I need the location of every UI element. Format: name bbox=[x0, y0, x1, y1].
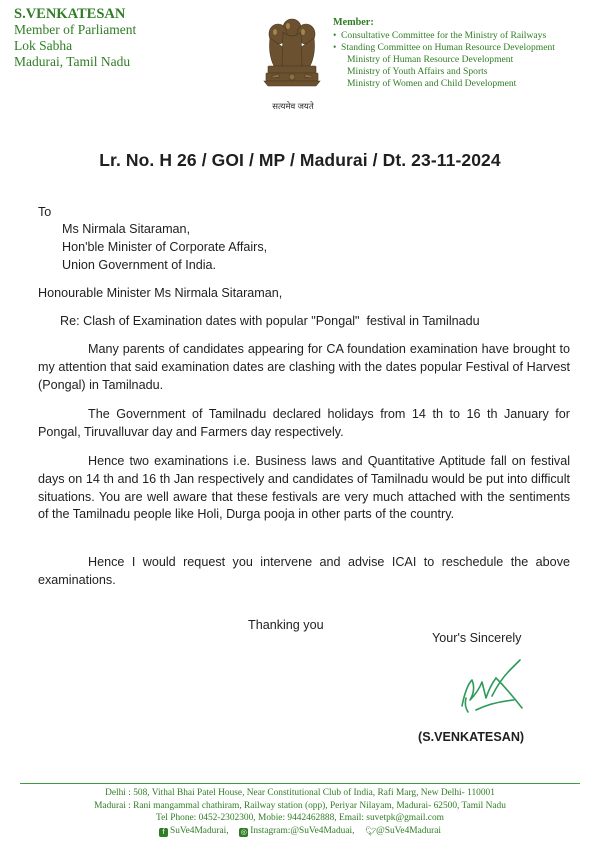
footer-contact: Tel Phone: 0452-2302300, Mobie: 9442462888, Email: suvetpk@gmail.com bbox=[156, 813, 444, 824]
recipient-address bbox=[62, 221, 267, 274]
footer bbox=[0, 787, 600, 837]
closing-sincerely: Your's Sincerely bbox=[432, 631, 522, 645]
emblem-motto: सत्यमेव जयते bbox=[272, 101, 314, 111]
sender-constituency: Madurai, Tamil Nadu bbox=[14, 54, 131, 69]
facebook-icon: f bbox=[159, 828, 168, 837]
twitter-handle: @SuVe4Madurai bbox=[376, 825, 442, 836]
footer-madurai-address: Madurai : Rani mangammal chathiram, Railway station (opp), Periyar Nilayam, Madurai- 62500, Tamil Nadu bbox=[94, 800, 506, 811]
bullet-icon: • bbox=[333, 42, 337, 53]
committee-label: Standing Committee on Human Resource Development bbox=[341, 42, 555, 53]
national-emblem bbox=[258, 14, 326, 104]
body-paragraph: The Government of Tamilnadu declared holidays from 14 th to 16 th January for Pongal, Tiruvalluvar day and Farmers day respectively. bbox=[38, 407, 570, 439]
signature-image bbox=[456, 656, 536, 718]
committee-label: Consultative Committee for the Ministry of Railways bbox=[341, 30, 547, 41]
recipient-line: Ms Nirmala Sitaraman, bbox=[62, 222, 191, 236]
committee-item bbox=[333, 30, 595, 42]
facebook-handle: SuVe4Madurai, bbox=[169, 825, 229, 836]
ministry-item: Ministry of Human Resource Development bbox=[347, 54, 514, 65]
sender-title: Member of Parliament bbox=[14, 22, 137, 37]
ministry-item: Ministry of Women and Child Development bbox=[347, 78, 517, 89]
body-paragraph: Hence I would request you intervene and advise ICAI to reschedule the above examinations. bbox=[38, 555, 570, 587]
subject-line: Re: Clash of Examination dates with popular "Pongal" festival in Tamilnadu bbox=[60, 314, 480, 328]
committee-item bbox=[333, 42, 595, 54]
body-paragraph: Hence two examinations i.e. Business laws and Quantitative Aptitude fall on festival days on 14 th and 16 th Jan respectively and candidates of Tamilnadu would be put into difficult situations. You are well aware that these festivals are very much attached with the sentiments of the Tamilnadu people like Holi, Durga pooja in other parts of the country. bbox=[38, 454, 570, 522]
footer-social bbox=[0, 825, 600, 838]
body-paragraph: Many parents of candidates appearing for CA foundation examination have brought to my attention that said examination dates are clashing with the dates popular Festival of Harvest (Pongal) in Tamilnadu. bbox=[38, 342, 570, 392]
salutation: Honourable Minister Ms Nirmala Sitaraman, bbox=[38, 286, 283, 300]
instagram-handle: Instagram:@SuVe4Maduai, bbox=[250, 825, 355, 836]
twitter-icon: 🐦︎ bbox=[365, 826, 377, 837]
member-heading: Member: bbox=[333, 17, 374, 28]
bullet-icon: • bbox=[333, 30, 337, 41]
recipient-line: Hon'ble Minister of Corporate Affairs, bbox=[62, 239, 268, 254]
sender-house: Lok Sabha bbox=[14, 38, 73, 53]
footer-divider bbox=[20, 783, 580, 784]
letter-reference: Lr. No. H 26 / GOI / MP / Madurai / Dt. 23-11-2024 bbox=[99, 150, 501, 170]
closing-thanks: Thanking you bbox=[248, 618, 324, 632]
instagram-icon: ◎ bbox=[240, 827, 247, 836]
sender-block bbox=[14, 6, 164, 70]
signatory-name: (S.VENKATESAN) bbox=[418, 730, 525, 744]
footer-delhi-address: Delhi : 508, Vithal Bhai Patel House, Near Constitutional Club of India, Rafi Marg, New Delhi- 110001 bbox=[105, 788, 495, 798]
recipient-line: Union Government of India. bbox=[62, 257, 217, 272]
to-label: To bbox=[38, 205, 52, 219]
sender-name: S.VENKATESAN bbox=[14, 6, 126, 22]
membership-block bbox=[333, 17, 595, 90]
ministry-item: Ministry of Youth Affairs and Sports bbox=[347, 66, 488, 77]
